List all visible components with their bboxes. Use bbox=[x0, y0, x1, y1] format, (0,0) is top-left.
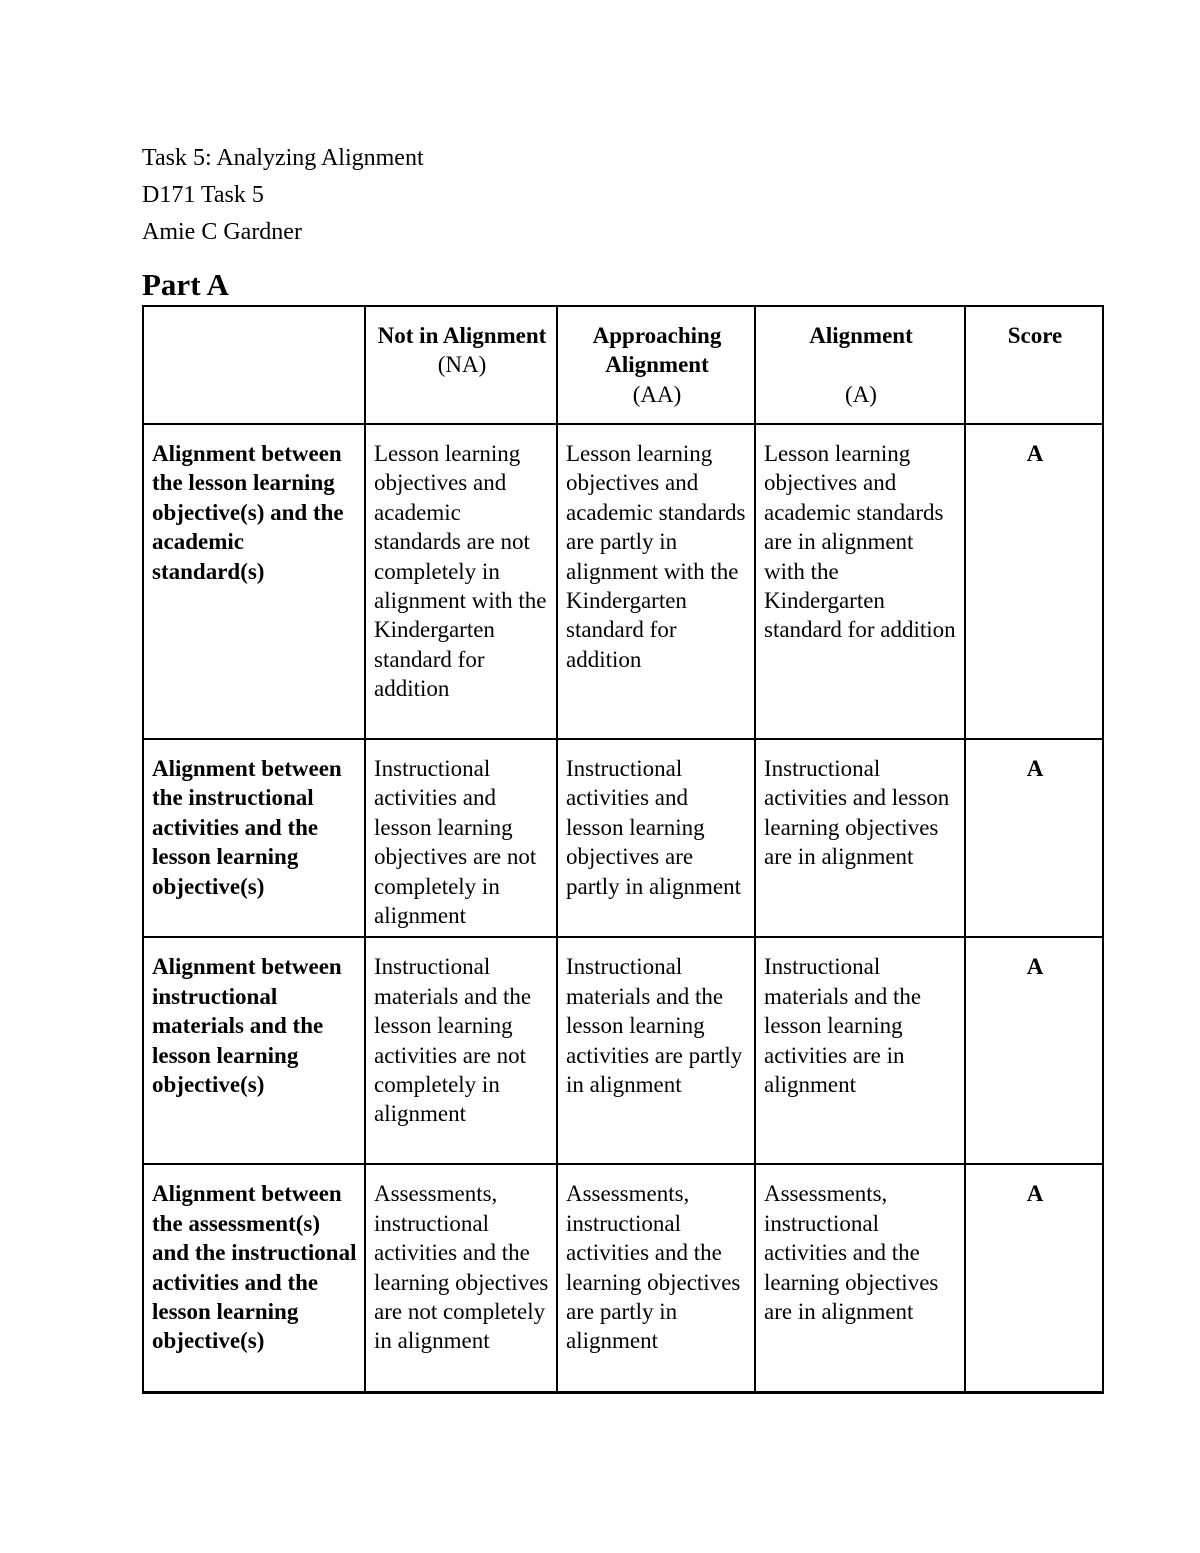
table-header-row bbox=[143, 306, 1103, 424]
criterion-cell: Alignment between the lesson learning objective(s) and the academic standard(s) bbox=[143, 424, 365, 739]
header-aa-abbr: (AA) bbox=[632, 381, 682, 407]
table-row bbox=[143, 937, 1103, 1164]
header-not-in-alignment bbox=[365, 306, 557, 424]
na-description-cell: Assessments, instructional activities and the learning objectives are not completely in alignment bbox=[365, 1164, 557, 1392]
a-description-cell: Assessments, instructional activities and the learning objectives are in alignment bbox=[755, 1164, 965, 1392]
document-title: Task 5: Analyzing Alignment bbox=[142, 145, 424, 171]
score-cell: A bbox=[965, 1164, 1103, 1392]
na-description-cell: Instructional materials and the lesson learning activities are not completely in alignment bbox=[365, 937, 557, 1164]
header-na-title: Not in Alignment bbox=[377, 323, 547, 348]
header-approaching-alignment bbox=[557, 306, 755, 424]
header-alignment bbox=[755, 306, 965, 424]
table-row bbox=[143, 424, 1103, 739]
header-a-abbr: (A) bbox=[845, 381, 877, 407]
author-name: Amie C Gardner bbox=[142, 219, 302, 245]
course-line: D171 Task 5 bbox=[142, 182, 264, 208]
na-description-cell: Lesson learning objectives and academic standards are not completely in alignment with the Kindergarten standard for addition bbox=[365, 424, 557, 739]
na-description-cell: Instructional activities and lesson learning objectives are not completely in alignment bbox=[365, 739, 557, 937]
part-heading: Part A bbox=[142, 267, 229, 302]
header-aa-title: Approaching Alignment bbox=[592, 323, 722, 378]
header-score: Score bbox=[965, 306, 1103, 424]
aa-description-cell: Lesson learning objectives and academic standards are partly in alignment with the Kindergarten standard for addition bbox=[557, 424, 755, 739]
table-row bbox=[143, 1164, 1103, 1392]
a-description-cell: Lesson learning objectives and academic standards are in alignment with the Kindergarten standard for addition bbox=[755, 424, 965, 739]
aa-description-cell: Instructional materials and the lesson learning activities are partly in alignment bbox=[557, 937, 755, 1164]
aa-description-cell: Assessments, instructional activities and the learning objectives are partly in alignment bbox=[557, 1164, 755, 1392]
aa-description-cell: Instructional activities and lesson learning objectives are partly in alignment bbox=[557, 739, 755, 937]
table-row bbox=[143, 739, 1103, 937]
criterion-cell: Alignment between the instructional activities and the lesson learning objective(s) bbox=[143, 739, 365, 937]
criterion-cell: Alignment between instructional materials and the lesson learning objective(s) bbox=[143, 937, 365, 1164]
alignment-rubric-table bbox=[142, 305, 1104, 1394]
header-a-title: Alignment bbox=[809, 323, 913, 348]
score-cell: A bbox=[965, 937, 1103, 1164]
a-description-cell: Instructional materials and the lesson learning activities are in alignment bbox=[755, 937, 965, 1164]
a-description-cell: Instructional activities and lesson learning objectives are in alignment bbox=[755, 739, 965, 937]
score-cell: A bbox=[965, 424, 1103, 739]
header-na-abbr: (NA) bbox=[437, 352, 487, 378]
criterion-cell: Alignment between the assessment(s) and the instructional activities and the lesson learning objective(s) bbox=[143, 1164, 365, 1392]
header-criterion-cell bbox=[143, 306, 365, 424]
score-cell: A bbox=[965, 739, 1103, 937]
